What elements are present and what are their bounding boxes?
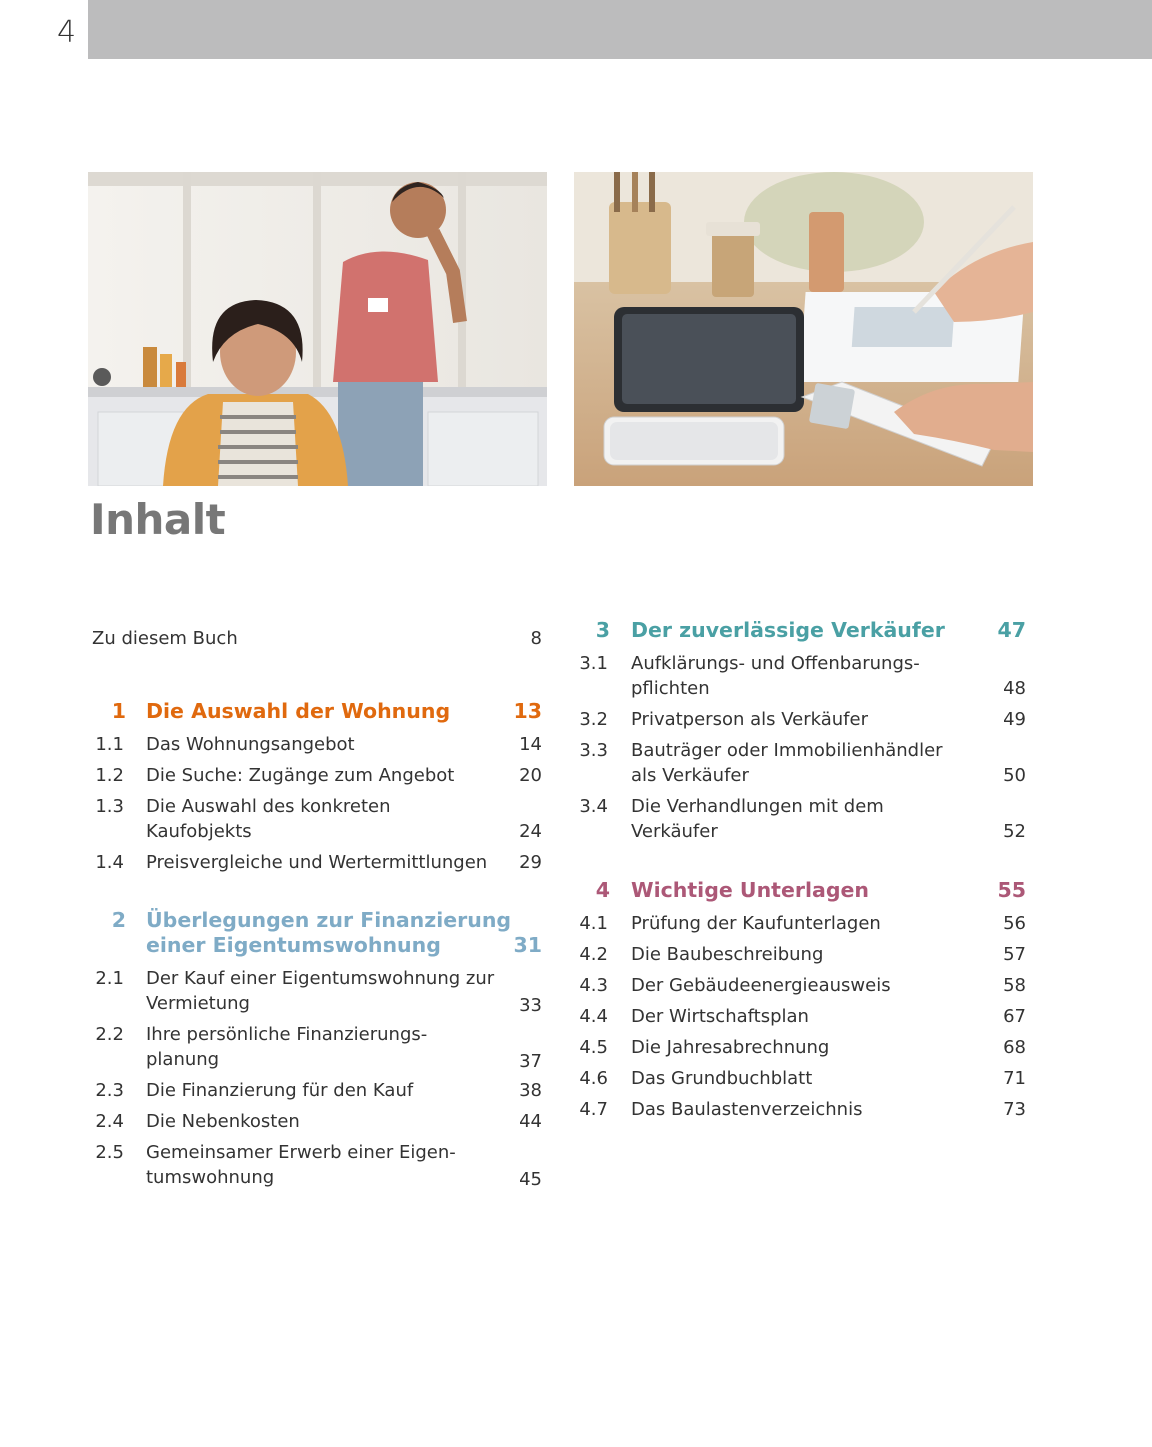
chapter-number: 2	[111, 908, 126, 932]
section-number: 3.3	[579, 740, 608, 761]
section-page: 14	[519, 734, 542, 755]
chapter-title: Wichtige Unterlagen	[631, 878, 870, 902]
page-number: 4	[57, 15, 77, 50]
section-label: Die Finanzierung für den Kauf	[146, 1080, 414, 1101]
section-number: 3.1	[579, 653, 608, 674]
section-page: 45	[519, 1169, 542, 1190]
section-number: 1.3	[95, 796, 124, 817]
section-label-line2: tumswohnung	[146, 1167, 275, 1188]
section-page: 33	[519, 995, 542, 1016]
section-label-line2: pflichten	[631, 678, 710, 699]
section-label: Privatperson als Verkäufer	[631, 709, 868, 730]
section-page: 67	[1003, 1006, 1026, 1027]
section-label: Der Kauf einer Eigentumswohnung zur	[146, 968, 495, 989]
section-number: 2.4	[95, 1111, 124, 1132]
section-page: 68	[1003, 1037, 1026, 1058]
photo-couple-kitchen	[88, 172, 547, 486]
photo-desk-calculator	[574, 172, 1033, 486]
section-number: 4.3	[579, 975, 608, 996]
section-page: 20	[519, 765, 542, 786]
section-page: 57	[1003, 944, 1026, 965]
chapter-number: 3	[595, 618, 610, 642]
chapter-page: 31	[513, 933, 542, 957]
header-bar	[88, 0, 1152, 59]
section-label-line2: Vermietung	[146, 993, 250, 1014]
section-label: Die Auswahl des konkreten	[146, 796, 391, 817]
chapter-title-line2: einer Eigentumswohnung	[146, 933, 441, 957]
page-title: Inhalt	[90, 495, 226, 544]
section-number: 2.1	[95, 968, 124, 989]
section-page: 58	[1003, 975, 1026, 996]
section-label: Preisvergleiche und Wertermittlungen	[146, 852, 488, 873]
section-label: Das Wohnungsangebot	[146, 734, 355, 755]
section-label-line2: Kaufobjekts	[146, 821, 252, 842]
section-page: 71	[1003, 1068, 1026, 1089]
section-label: Das Baulastenverzeichnis	[631, 1099, 863, 1120]
section-number: 1.4	[95, 852, 124, 873]
section-number: 1.2	[95, 765, 124, 786]
section-number: 2.2	[95, 1024, 124, 1045]
section-number: 2.5	[95, 1142, 124, 1163]
section-page: 29	[519, 852, 542, 873]
section-label-line2: Verkäufer	[631, 821, 718, 842]
section-label: Die Verhandlungen mit dem	[631, 796, 884, 817]
section-page: 44	[519, 1111, 542, 1132]
section-number: 4.1	[579, 913, 608, 934]
section-number: 4.5	[579, 1037, 608, 1058]
chapter-number: 1	[111, 699, 126, 723]
section-page: 49	[1003, 709, 1026, 730]
section-label: Das Grundbuchblatt	[631, 1068, 813, 1089]
section-label: Ihre persönliche Finanzierungs-	[146, 1024, 428, 1045]
section-label: Bauträger oder Immobilienhändler	[631, 740, 943, 761]
section-label: Die Nebenkosten	[146, 1111, 300, 1132]
chapter-title: Überlegungen zur Finanzierung	[146, 908, 512, 932]
section-label: Der Gebäudeenergieausweis	[631, 975, 891, 996]
section-label: Gemeinsamer Erwerb einer Eigen-	[146, 1142, 456, 1163]
section-page: 38	[519, 1080, 542, 1101]
section-label: Der Wirtschaftsplan	[631, 1006, 809, 1027]
section-label: Aufklärungs- und Offenbarungs-	[631, 653, 920, 674]
chapter-page: 13	[513, 699, 542, 723]
section-page: 52	[1003, 821, 1026, 842]
section-label-line2: als Verkäufer	[631, 765, 749, 786]
section-label: Prüfung der Kaufunterlagen	[631, 913, 881, 934]
section-number: 4.7	[579, 1099, 608, 1120]
toc-intro-label: Zu diesem Buch	[92, 628, 238, 649]
section-page: 24	[519, 821, 542, 842]
section-number: 3.2	[579, 709, 608, 730]
section-label: Die Suche: Zugänge zum Angebot	[146, 765, 455, 786]
section-label-line2: planung	[146, 1049, 220, 1070]
section-number: 4.2	[579, 944, 608, 965]
chapter-page: 47	[997, 618, 1026, 642]
section-page: 73	[1003, 1099, 1026, 1120]
chapter-title: Die Auswahl der Wohnung	[146, 699, 451, 723]
chapter-title: Der zuverlässige Verkäufer	[631, 618, 945, 642]
section-page: 37	[519, 1051, 542, 1072]
section-page: 48	[1003, 678, 1026, 699]
chapter-number: 4	[595, 878, 610, 902]
section-number: 4.4	[579, 1006, 608, 1027]
section-label: Die Baubeschreibung	[631, 944, 824, 965]
section-page: 56	[1003, 913, 1026, 934]
chapter-page: 55	[997, 878, 1026, 902]
section-number: 2.3	[95, 1080, 124, 1101]
section-number: 4.6	[579, 1068, 608, 1089]
section-label: Die Jahresabrechnung	[631, 1037, 830, 1058]
toc-intro-page: 8	[530, 628, 542, 649]
section-number: 3.4	[579, 796, 608, 817]
section-number: 1.1	[95, 734, 124, 755]
section-page: 50	[1003, 765, 1026, 786]
